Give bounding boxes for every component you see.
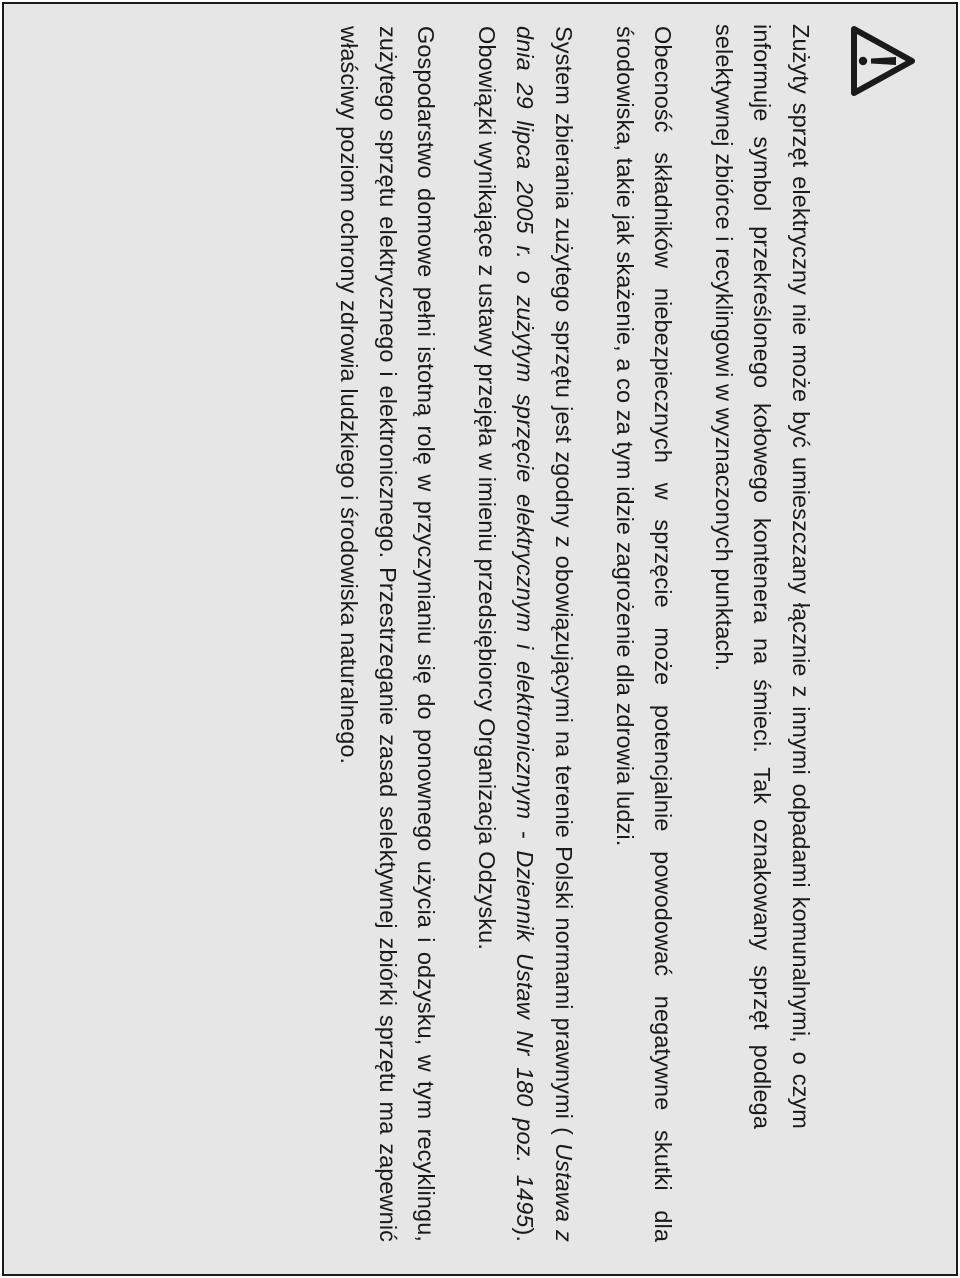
paragraph-disposal: Zużyty sprzęt elektryczny nie może być umieszczany łącznie z innymi odpadami komunalnymi, o czym informuje symbol przekreślonego kołowego kontenera na śmieci. Tak oznakowany sprzęt podlega selektywnej zbiórce i recyklingowi w wyznaczonych punktach.	[710, 24, 814, 1129]
legal-text-after: ). Obowiązki wynikające z ustawy przejęła w imieniu przedsiębiorcy Organizacja Odzysku.	[473, 26, 539, 1242]
legal-act-citation: Ustawa z dnia 29 lipca 2005 r. o zużytym sprzęcie elektrycznym i elektronicznym - Dziennik Ustaw Nr 180 poz. 1495	[512, 26, 578, 1242]
paragraph-legal	[467, 26, 583, 1242]
notice-panel	[2, 2, 958, 1276]
rotated-content	[4, 4, 956, 1274]
warning-triangle-icon	[850, 26, 916, 96]
notice-text	[307, 26, 820, 1242]
paragraph-hazard: Obecność składników niebezpiecznych w sprzęcie może potencjalnie powodować negatywne skutki dla środowiska, takie jak skażenie, a co za tym idzie zagrożenie dla zdrowia ludzi.	[611, 26, 677, 1242]
paragraph-household: Gospodarstwo domowe pełni istotną rolę w przyczynianiu się do ponownego użycia i odzysku, w tym recyklingu, zużytego sprzętu elektrycznego i elektronicznego. Przestrzeganie zasad selektywnej zbiórki sprzętu ma zapewnić właściwy poziom ochrony zdrowia ludzkiego i środowiska naturalnego.	[336, 26, 440, 1242]
legal-text-before: System zbierania zużytego sprzętu jest zgodny z obowiązującymi na terenie Polski normami prawnymi (	[551, 26, 578, 1144]
